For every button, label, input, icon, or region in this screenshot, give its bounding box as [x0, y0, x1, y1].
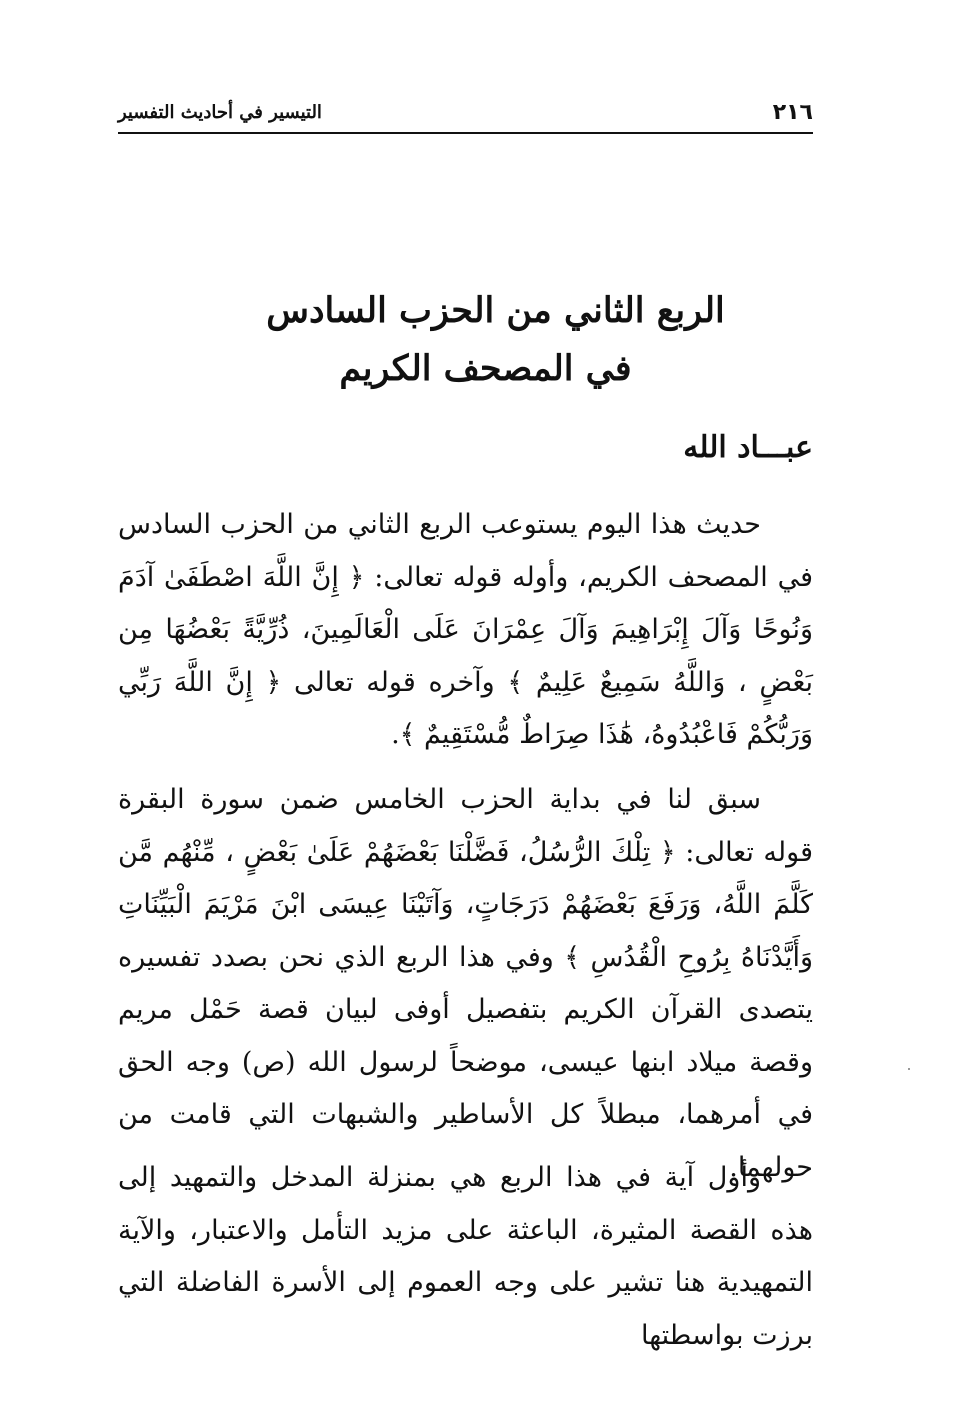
- paragraph-2: سبق لنا في بداية الحزب الخامس ضمن سورة البقرة قوله تعالى: ﴿ تِلْكَ الرُّسُلُ، فَضَّلْنَا بَعْضَهُمْ عَلَىٰ بَعْضٍ ، مِّنْهُم مَّن كَلَّمَ اللَّهُ، وَرَفَعَ بَعْضَهُمْ دَرَجَاتٍ، وَآتَيْنَا عِيسَى ابْنَ مَرْيَمَ الْبَيِّنَاتِ وَأَيَّدْنَاهُ بِرُوحِ الْقُدُسِ ﴾ وفي هذا الربع الذي نحن بصدد تفسيره يتصدى القرآن الكريم بتفصيل أوفى لبيان قصة حَمْل مريم وقصة ميلاد ابنها عيسى، موضحاً لرسول الله (ص) وجه الحق في أمرهما، مبطلاً كل الأساطير والشبهات التي قامت من حولهما.: [118, 784, 813, 1183]
- chapter-title-line-2: في المصحف الكريم: [339, 348, 632, 389]
- section-heading: عبـــاد الله: [683, 430, 813, 465]
- margin-speck: [908, 1068, 910, 1070]
- paragraph-3: وأول آية في هذا الربع هي بمنزلة المدخل والتمهيد إلى هذه القصة المثيرة، الباعثة على مزيد التأمل والاعتبار، والآية التمهيدية هنا تشير على وجه العموم إلى الأسرة الفاضلة التي برزت بواسطتها: [118, 1162, 813, 1351]
- running-title: التيسير في أحاديث التفسير: [118, 102, 322, 123]
- chapter-title-line-1: الربع الثاني من الحزب السادس: [266, 290, 725, 331]
- chapter-title: [118, 282, 813, 398]
- page-number: ٢١٦: [772, 100, 813, 125]
- running-header: [118, 98, 813, 134]
- paragraph-1: حديث هذا اليوم يستوعب الربع الثاني من الحزب السادس في المصحف الكريم، وأوله قوله تعالى: ﴿ إِنَّ اللَّهَ اصْطَفَىٰ آدَمَ وَنُوحًا وَآلَ إِبْرَاهِيمَ وَآلَ عِمْرَانَ عَلَى الْعَالَمِينَ، ذُرِّيَّةً بَعْضُهَا مِن بَعْضٍ ، وَاللَّهُ سَمِيعٌ عَلِيمٌ ﴾ وآخره قوله تعالى ﴿ إِنَّ اللَّهَ رَبِّي وَرَبُّكُمْ فَاعْبُدُوهُ، هَٰذَا صِرَاطٌ مُّسْتَقِيمٌ ﴾.: [118, 509, 813, 750]
